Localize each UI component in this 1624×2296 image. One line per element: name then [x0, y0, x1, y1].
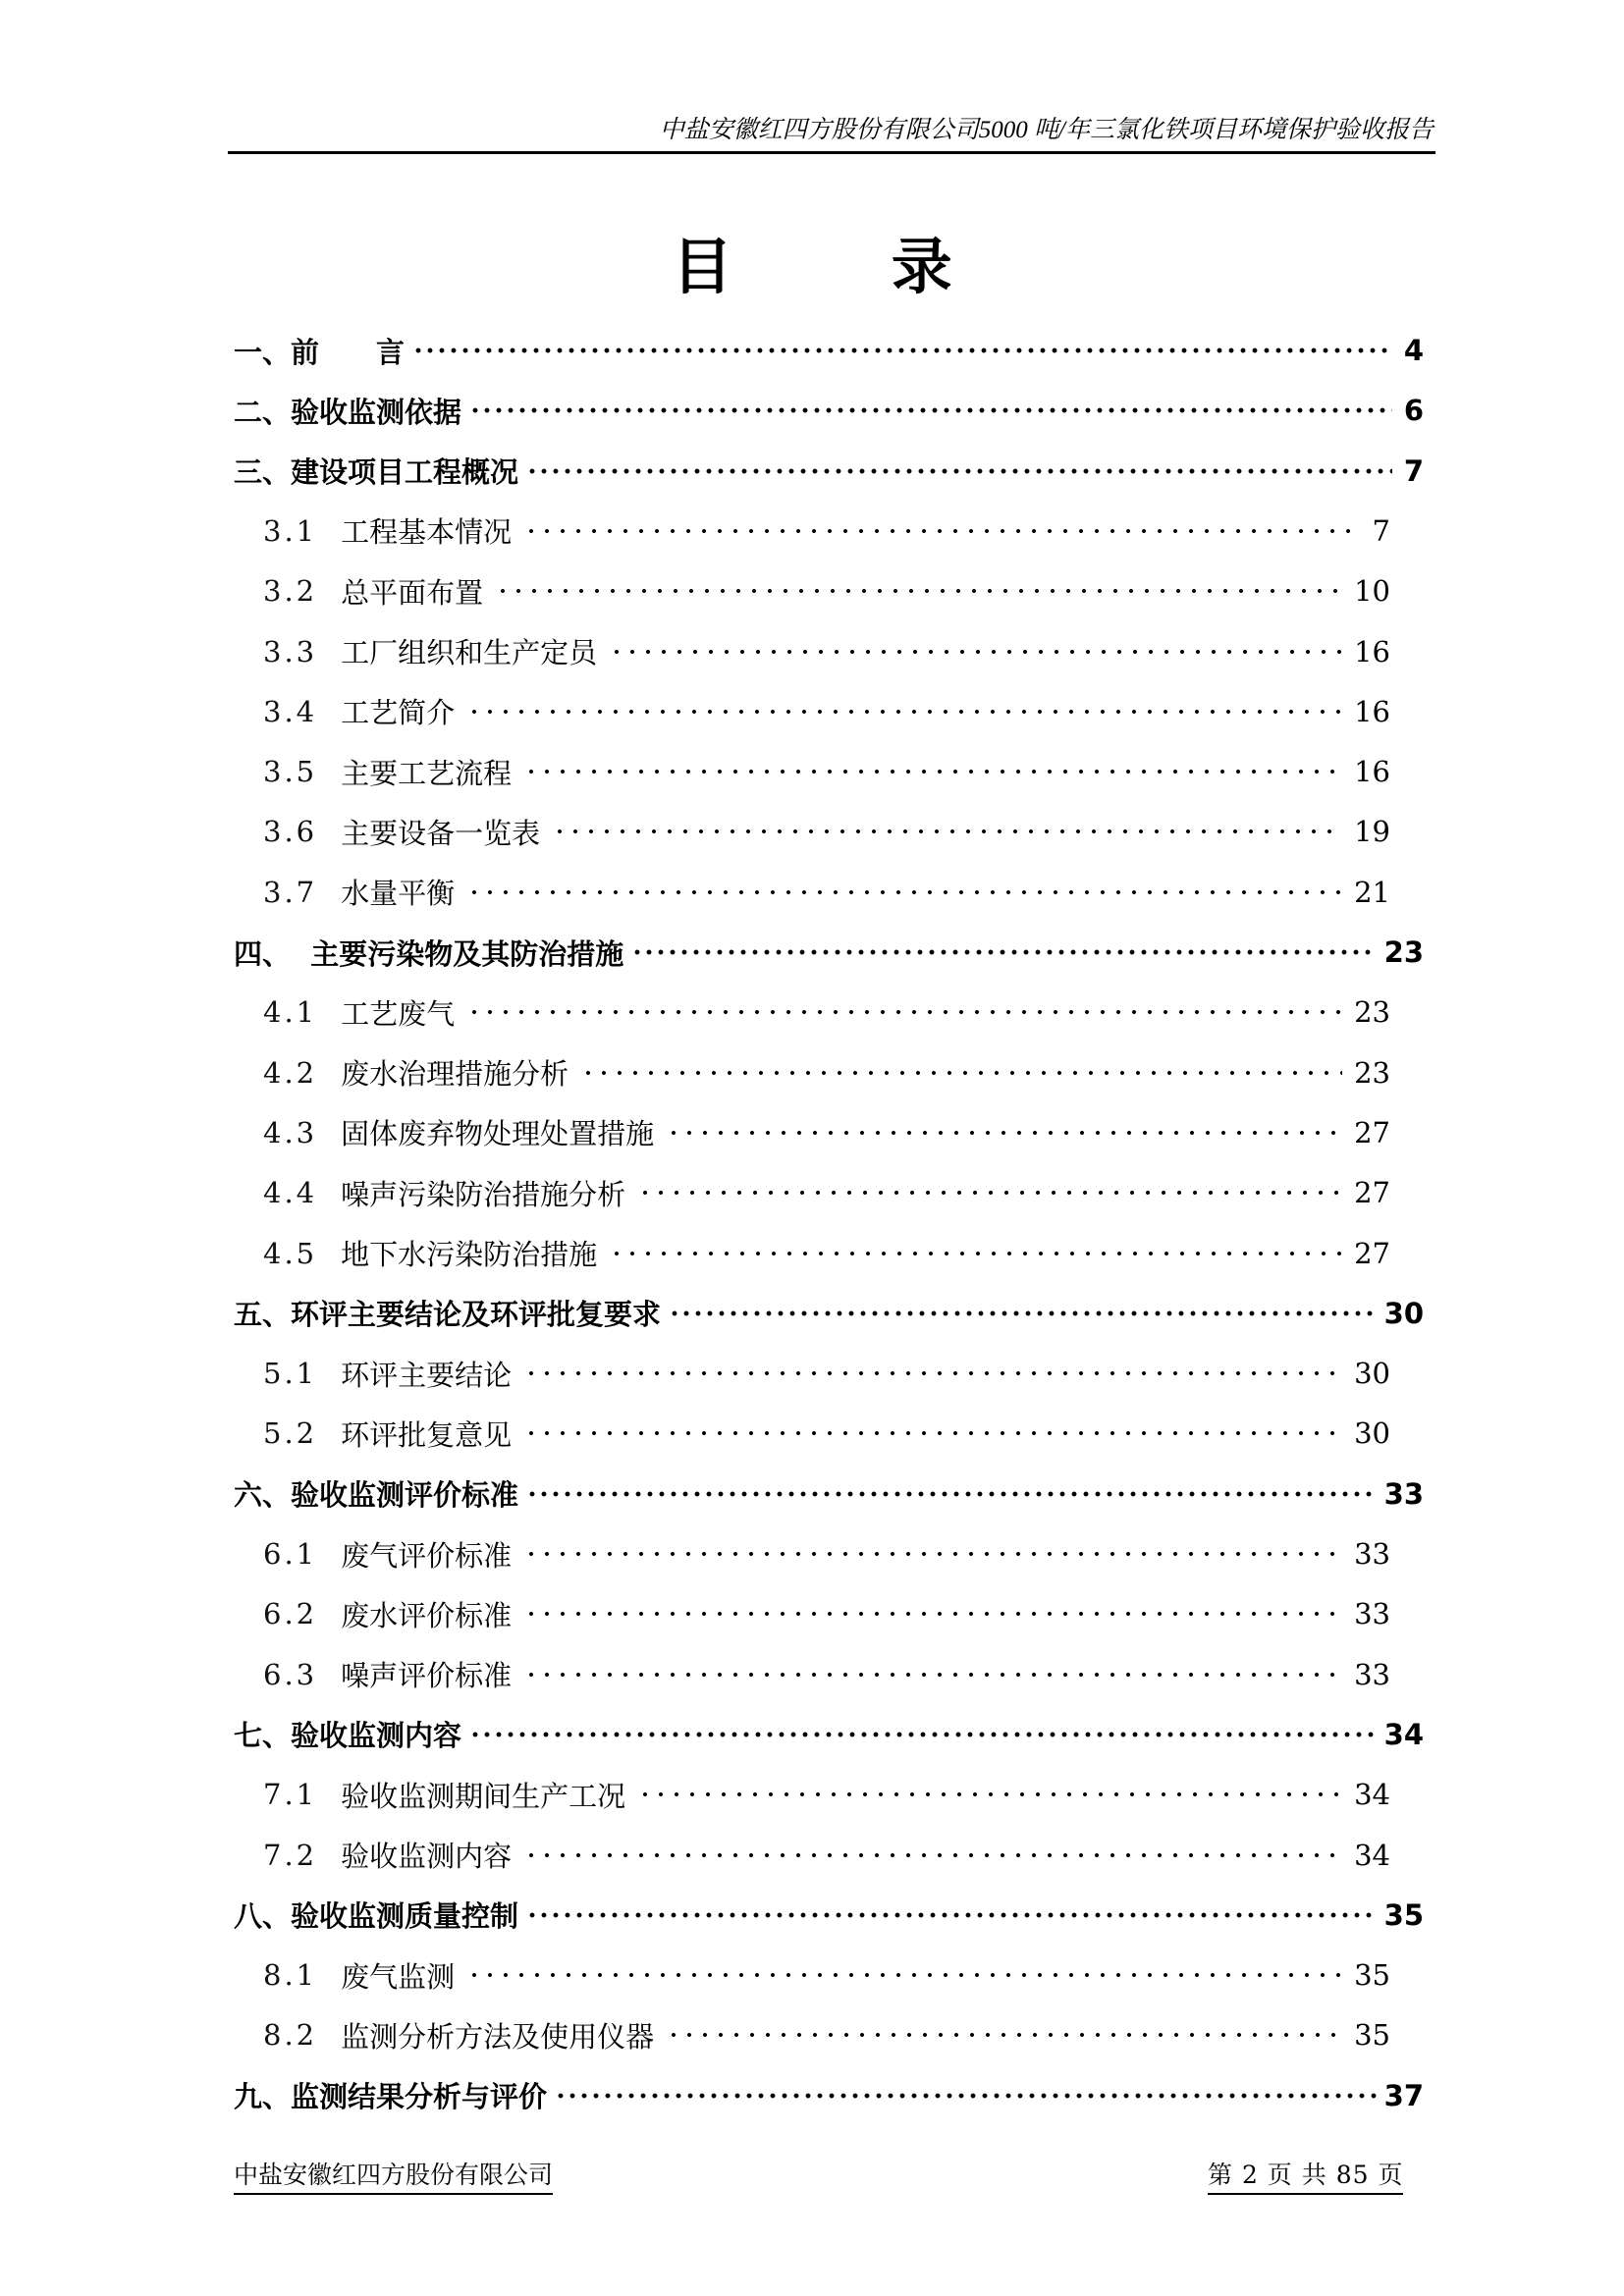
toc-chapter-entry[interactable] — [234, 326, 1424, 375]
toc-entry-title: 主要污染物及其防治措施 — [291, 936, 624, 971]
toc-section-entry[interactable] — [234, 807, 1390, 856]
toc-chapter-entry[interactable] — [234, 2071, 1424, 2120]
footer-page-info: 第 2 页 共 85 页 — [1208, 2156, 1403, 2195]
header-rule — [228, 151, 1435, 154]
toc-entry-title: 噪声评价标准 — [341, 1659, 513, 1693]
toc-section-entry[interactable] — [234, 566, 1390, 615]
toc-chapter-entry[interactable] — [234, 1710, 1424, 1759]
toc-entry-number: 4.1 — [263, 995, 318, 1030]
toc-dot-leader — [523, 1363, 1342, 1383]
toc-entry-number: 3.4 — [263, 694, 318, 728]
toc-page-number: 19 — [1354, 815, 1390, 849]
toc-page-number: 35 — [1354, 1958, 1390, 1993]
toc-page-number: 7 — [1403, 454, 1424, 488]
toc-chapter-entry[interactable] — [234, 1469, 1424, 1519]
running-header: 中盐安徽红四方股份有限公司5000 吨/年三氯化铁项目环境保护验收报告 — [659, 117, 1434, 143]
toc-entry-number: 3.3 — [263, 634, 318, 668]
toc-dot-leader — [637, 1183, 1342, 1202]
toc-entry-title: 前 言 — [291, 335, 406, 369]
toc-section-entry[interactable] — [234, 1950, 1390, 2000]
toc-section-entry[interactable] — [234, 747, 1390, 796]
toc-page-number: 7 — [1372, 513, 1390, 548]
toc-entry-number: 5.1 — [263, 1357, 318, 1391]
toc-section-entry[interactable] — [234, 1529, 1390, 1578]
toc-dot-leader — [669, 1304, 1377, 1323]
toc-section-entry[interactable] — [234, 1229, 1390, 1278]
toc-page-number: 23 — [1383, 935, 1424, 969]
toc-section-entry[interactable] — [234, 988, 1390, 1037]
toc-page-number: 16 — [1354, 694, 1390, 728]
toc-section-entry[interactable] — [234, 687, 1390, 736]
toc-entry-title: 建设项目工程概况 — [291, 455, 519, 490]
toc-section-entry[interactable] — [234, 1831, 1390, 1880]
toc-section-entry[interactable] — [234, 1589, 1390, 1638]
toc-entry-title: 监测分析方法及使用仪器 — [341, 2019, 655, 2054]
toc-page-number: 34 — [1354, 1838, 1390, 1872]
toc-entry-title: 主要设备一览表 — [341, 816, 541, 850]
toc-page-number: 16 — [1354, 634, 1390, 668]
toc-section-entry[interactable] — [234, 1770, 1390, 1819]
toc-entry-title: 噪声污染防治措施分析 — [341, 1177, 626, 1211]
toc-page-number: 4 — [1403, 334, 1424, 367]
toc-entry-title: 环评主要结论及环评批复要求 — [291, 1298, 662, 1332]
toc-entry-number: 五、 — [234, 1298, 292, 1332]
toc-section-entry[interactable] — [234, 868, 1390, 917]
toc-entry-title: 废气监测 — [341, 1959, 456, 1994]
toc-chapter-entry[interactable] — [234, 1289, 1424, 1338]
toc-entry-title: 验收监测期间生产工况 — [341, 1779, 626, 1813]
toc-section-entry[interactable] — [234, 2010, 1390, 2059]
toc-page-number: 10 — [1354, 574, 1390, 609]
toc-dot-leader — [523, 1604, 1342, 1624]
toc-chapter-entry[interactable] — [234, 1891, 1424, 1940]
toc-entry-title: 工程基本情况 — [341, 515, 513, 550]
toc-entry-number: 6.3 — [263, 1657, 318, 1691]
page-title: 目 录 — [672, 231, 1021, 302]
toc-section-entry[interactable] — [234, 1108, 1390, 1157]
toc-chapter-entry[interactable] — [234, 928, 1424, 977]
toc-entry-number: 4.2 — [263, 1055, 318, 1090]
toc-entry-title: 验收监测内容 — [341, 1840, 513, 1873]
toc-dot-leader — [526, 461, 1392, 481]
toc-page-number: 33 — [1354, 1537, 1390, 1571]
toc-entry-number: 3.5 — [263, 755, 318, 789]
toc-dot-leader — [526, 1484, 1377, 1504]
toc-dot-leader — [555, 2086, 1377, 2106]
toc-entry-number: 七、 — [234, 1719, 292, 1753]
toc-dot-leader — [526, 1905, 1377, 1925]
toc-chapter-entry[interactable] — [234, 386, 1424, 435]
toc-dot-leader — [631, 942, 1376, 962]
toc-page-number: 34 — [1383, 1717, 1424, 1751]
toc-dot-leader — [637, 1785, 1342, 1804]
toc-page-number: 27 — [1354, 1176, 1390, 1210]
toc-entry-number: 九、 — [234, 2080, 292, 2114]
toc-section-entry[interactable] — [234, 507, 1390, 556]
toc-entry-title: 废气评价标准 — [341, 1538, 513, 1573]
toc-entry-title: 验收监测评价标准 — [291, 1478, 519, 1513]
toc-entry-title: 工艺废气 — [341, 996, 456, 1031]
footer-company: 中盐安徽红四方股份有限公司 — [234, 2156, 553, 2195]
toc-entry-title: 工厂组织和生产定员 — [341, 636, 598, 669]
toc-page-number: 33 — [1354, 1597, 1390, 1631]
toc-section-entry[interactable] — [234, 1650, 1390, 1699]
toc-dot-leader — [523, 1544, 1342, 1564]
toc-dot-leader — [609, 642, 1342, 662]
toc-entry-number: 3.2 — [263, 574, 318, 609]
toc-page-number: 21 — [1354, 875, 1390, 909]
toc-entry-title: 总平面布置 — [341, 575, 484, 610]
toc-entry-number: 4.5 — [263, 1236, 318, 1270]
toc-entry-title: 环评批复意见 — [341, 1417, 513, 1452]
toc-dot-leader — [580, 1063, 1342, 1083]
toc-entry-number: 八、 — [234, 1899, 292, 1934]
toc-dot-leader — [666, 1123, 1342, 1143]
toc-dot-leader — [552, 822, 1342, 841]
toc-dot-leader — [666, 2025, 1342, 2045]
toc-page-number: 35 — [1354, 2018, 1390, 2053]
toc-page-number: 33 — [1383, 1476, 1424, 1511]
toc-entry-number: 4.4 — [263, 1176, 318, 1210]
toc-page-number: 34 — [1354, 1778, 1390, 1812]
toc-page-number: 16 — [1354, 755, 1390, 789]
toc-dot-leader — [466, 1002, 1342, 1022]
toc-entry-title: 验收监测依据 — [291, 395, 462, 429]
toc-entry-title: 水量平衡 — [341, 877, 456, 911]
toc-entry-title: 地下水污染防治措施 — [341, 1238, 598, 1271]
toc-dot-leader — [523, 1665, 1342, 1684]
toc-page-number: 30 — [1383, 1296, 1424, 1330]
toc-entry-title: 主要工艺流程 — [341, 756, 513, 790]
toc-page-number: 27 — [1354, 1115, 1390, 1149]
toc-entry-number: 5.2 — [263, 1416, 318, 1451]
toc-entry-title: 工艺简介 — [341, 696, 456, 730]
toc-section-entry[interactable] — [234, 1168, 1390, 1217]
toc-entry-title: 环评主要结论 — [341, 1358, 513, 1392]
toc-entry-title: 验收监测内容 — [291, 1719, 462, 1753]
toc-dot-leader — [466, 1965, 1342, 1985]
toc-page-number: 37 — [1383, 2078, 1424, 2112]
toc-dot-leader — [466, 882, 1342, 902]
toc-entry-number: 二、 — [234, 395, 292, 429]
toc-entry-number: 3.1 — [263, 513, 318, 548]
toc-entry-number: 3.6 — [263, 815, 318, 849]
toc-page-number: 30 — [1354, 1416, 1390, 1451]
toc-dot-leader — [469, 400, 1392, 420]
toc-page-number: 35 — [1383, 1897, 1424, 1932]
toc-section-entry[interactable] — [234, 1349, 1390, 1398]
toc-entry-number: 8.1 — [263, 1958, 318, 1993]
toc-entry-number: 六、 — [234, 1478, 292, 1513]
toc-entry-number: 7.1 — [263, 1778, 318, 1812]
toc-page-number: 23 — [1354, 995, 1390, 1030]
toc-entry-title: 验收监测质量控制 — [291, 1899, 519, 1934]
toc-dot-leader — [412, 341, 1392, 360]
toc-entry-number: 4.3 — [263, 1115, 318, 1149]
toc-page-number: 33 — [1354, 1657, 1390, 1691]
toc-section-entry[interactable] — [234, 1048, 1390, 1097]
toc-section-entry[interactable] — [234, 627, 1390, 676]
toc-page-number: 27 — [1354, 1236, 1390, 1270]
toc-dot-leader — [466, 702, 1342, 721]
toc-page-number: 6 — [1403, 394, 1424, 428]
toc-entry-number: 三、 — [234, 455, 292, 490]
toc-dot-leader — [523, 521, 1355, 541]
toc-entry-number: 7.2 — [263, 1838, 318, 1872]
toc-dot-leader — [469, 1725, 1377, 1744]
toc-dot-leader — [523, 1423, 1342, 1443]
toc-entry-title: 监测结果分析与评价 — [291, 2080, 548, 2114]
toc-page-number: 30 — [1354, 1357, 1390, 1391]
toc-entry-number: 6.2 — [263, 1597, 318, 1631]
toc-dot-leader — [523, 762, 1342, 781]
toc-entry-number: 一、 — [234, 335, 292, 369]
toc-section-entry[interactable] — [234, 1409, 1390, 1458]
toc-entry-number: 四、 — [234, 936, 292, 971]
toc-dot-leader — [609, 1244, 1342, 1263]
toc-entry-title: 废水治理措施分析 — [341, 1057, 569, 1092]
toc-chapter-entry[interactable] — [234, 447, 1424, 496]
toc-entry-title: 固体废弃物处理处置措施 — [341, 1117, 655, 1151]
toc-dot-leader — [495, 581, 1342, 601]
toc-entry-number: 6.1 — [263, 1537, 318, 1571]
toc-page-number: 23 — [1354, 1055, 1390, 1090]
toc-entry-number: 3.7 — [263, 875, 318, 909]
toc-dot-leader — [523, 1845, 1342, 1865]
toc-entry-number: 8.2 — [263, 2018, 318, 2053]
toc-entry-title: 废水评价标准 — [341, 1598, 513, 1632]
